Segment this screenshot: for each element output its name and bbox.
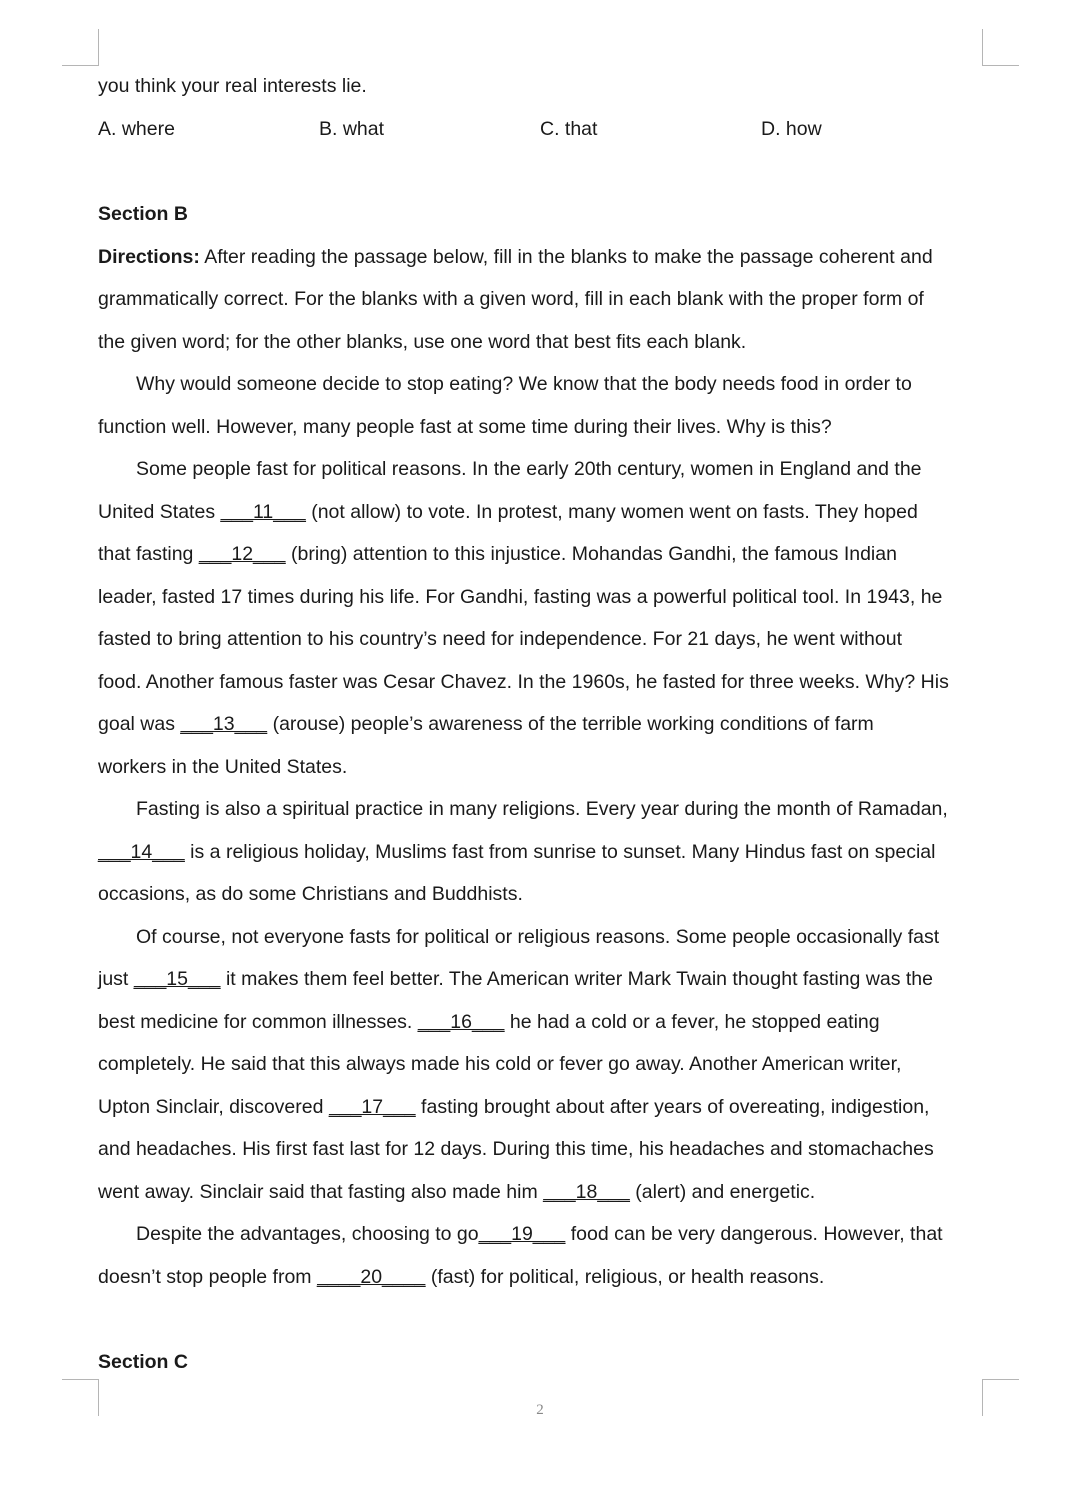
text: (not allow) to vote. In protest, many women went on fasts. They hoped: [305, 500, 918, 523]
p4-line-1: Of course, not everyone fasts for political or religious reasons. Some people occasionally fast: [136, 925, 940, 948]
text: went away. Sinclair said that fasting also made him: [98, 1180, 544, 1203]
directions-line-2: grammatically correct. For the blanks with a given word, fill in each blank with the proper form of: [98, 288, 924, 310]
p2-line-6: food. Another famous faster was Cesar Chavez. In the 1960s, he fasted for three weeks. Why? His: [98, 670, 949, 693]
text: United States: [98, 500, 221, 523]
text: it makes them feel better. The American writer Mark Twain thought fasting was the: [220, 968, 933, 990]
text: (fast) for political, religious, or health reasons.: [425, 1265, 825, 1288]
blank-20[interactable]: ____20____: [316, 1265, 426, 1288]
directions-line-3: the given word; for the other blanks, use one word that best fits each blank.: [98, 330, 747, 353]
p2-line-3: [98, 533, 978, 576]
p5-line-2: [98, 1256, 978, 1299]
p2-line-8: workers in the United States.: [98, 755, 348, 778]
text: Upton Sinclair, discovered: [98, 1095, 329, 1118]
p3-line-1: Fasting is also a spiritual practice in many religions. Every year during the month of Ramadan,: [136, 798, 948, 820]
option-b[interactable]: B. what: [319, 117, 385, 140]
p3-line-2: [98, 831, 978, 874]
text: goal was: [98, 713, 181, 735]
text: just: [98, 968, 134, 990]
p2-line-1: Some people fast for political reasons. In the early 20th century, women in England and the: [136, 458, 922, 480]
text: he had a cold or a fever, he stopped eating: [504, 1010, 880, 1033]
text: is a religious holiday, Muslims fast from sunrise to sunset. Many Hindus fast on special: [184, 840, 936, 863]
p3-line-3: occasions, as do some Christians and Buddhists.: [98, 883, 523, 905]
answer-options: [98, 108, 978, 151]
blank-16[interactable]: ___16___: [417, 1010, 505, 1033]
text: (arouse) people’s awareness of the terrible working conditions of farm: [267, 713, 874, 735]
text: best medicine for common illnesses.: [98, 1010, 418, 1033]
text: doesn’t stop people from: [98, 1265, 317, 1288]
option-d[interactable]: D. how: [761, 117, 822, 140]
blank-17[interactable]: ___17___: [328, 1095, 416, 1118]
directions-line-1: [98, 236, 978, 279]
question-tail: you think your real interests lie.: [98, 75, 367, 97]
directions-label: Directions:: [98, 245, 200, 268]
p2-line-4: leader, fasted 17 times during his life. For Gandhi, fasting was a powerful political tool. In 1943, he: [98, 585, 943, 608]
text: (alert) and energetic.: [629, 1180, 816, 1203]
section-b-heading: Section B: [98, 203, 188, 225]
p2-line-5: fasted to bring attention to his country’s need for independence. For 21 days, he went without: [98, 628, 902, 650]
text: that fasting: [98, 543, 199, 565]
blank-14[interactable]: ___14___: [98, 840, 185, 863]
p4-line-3: [98, 1001, 978, 1044]
page-number: 2: [536, 1402, 544, 1418]
directions-text: After reading the passage below, fill in the blanks to make the passage coherent and: [199, 245, 933, 268]
p1-line-1: Why would someone decide to stop eating? We know that the body needs food in order to: [136, 373, 912, 395]
p5-line-1: [98, 1213, 978, 1256]
section-c-heading: Section C: [98, 1351, 188, 1373]
p2-line-2: [98, 491, 978, 534]
option-a[interactable]: A. where: [98, 117, 175, 140]
blank-19[interactable]: ___19___: [478, 1223, 566, 1245]
p4-line-2: [98, 958, 978, 1001]
blank-18[interactable]: ___18___: [543, 1180, 630, 1203]
blank-15[interactable]: ___15___: [133, 968, 221, 990]
text: (bring) attention to this injustice. Mohandas Gandhi, the famous Indian: [285, 543, 897, 565]
p4-line-5: [98, 1086, 978, 1129]
text: food can be very dangerous. However, that: [565, 1223, 943, 1245]
option-c[interactable]: C. that: [540, 117, 598, 140]
crop-mark-top-right: [982, 29, 1019, 66]
page-content: [98, 65, 978, 1384]
p1-line-2: function well. However, many people fast at some time during their lives. Why is this?: [98, 415, 832, 438]
text: Despite the advantages, choosing to go: [136, 1223, 479, 1245]
p4-line-4: completely. He said that this always made his cold or fever go away. Another American writer,: [98, 1053, 902, 1075]
crop-mark-top-left: [62, 29, 99, 66]
blank-11[interactable]: ___11___: [220, 500, 306, 523]
blank-12[interactable]: ___12___: [198, 543, 286, 565]
p4-line-7: [98, 1171, 978, 1214]
p4-line-6: and headaches. His first fast last for 12 days. During this time, his headaches and stomachaches: [98, 1138, 934, 1160]
blank-13[interactable]: ___13___: [180, 713, 268, 735]
p2-line-7: [98, 703, 978, 746]
text: fasting brought about after years of overeating, indigestion,: [415, 1095, 930, 1118]
